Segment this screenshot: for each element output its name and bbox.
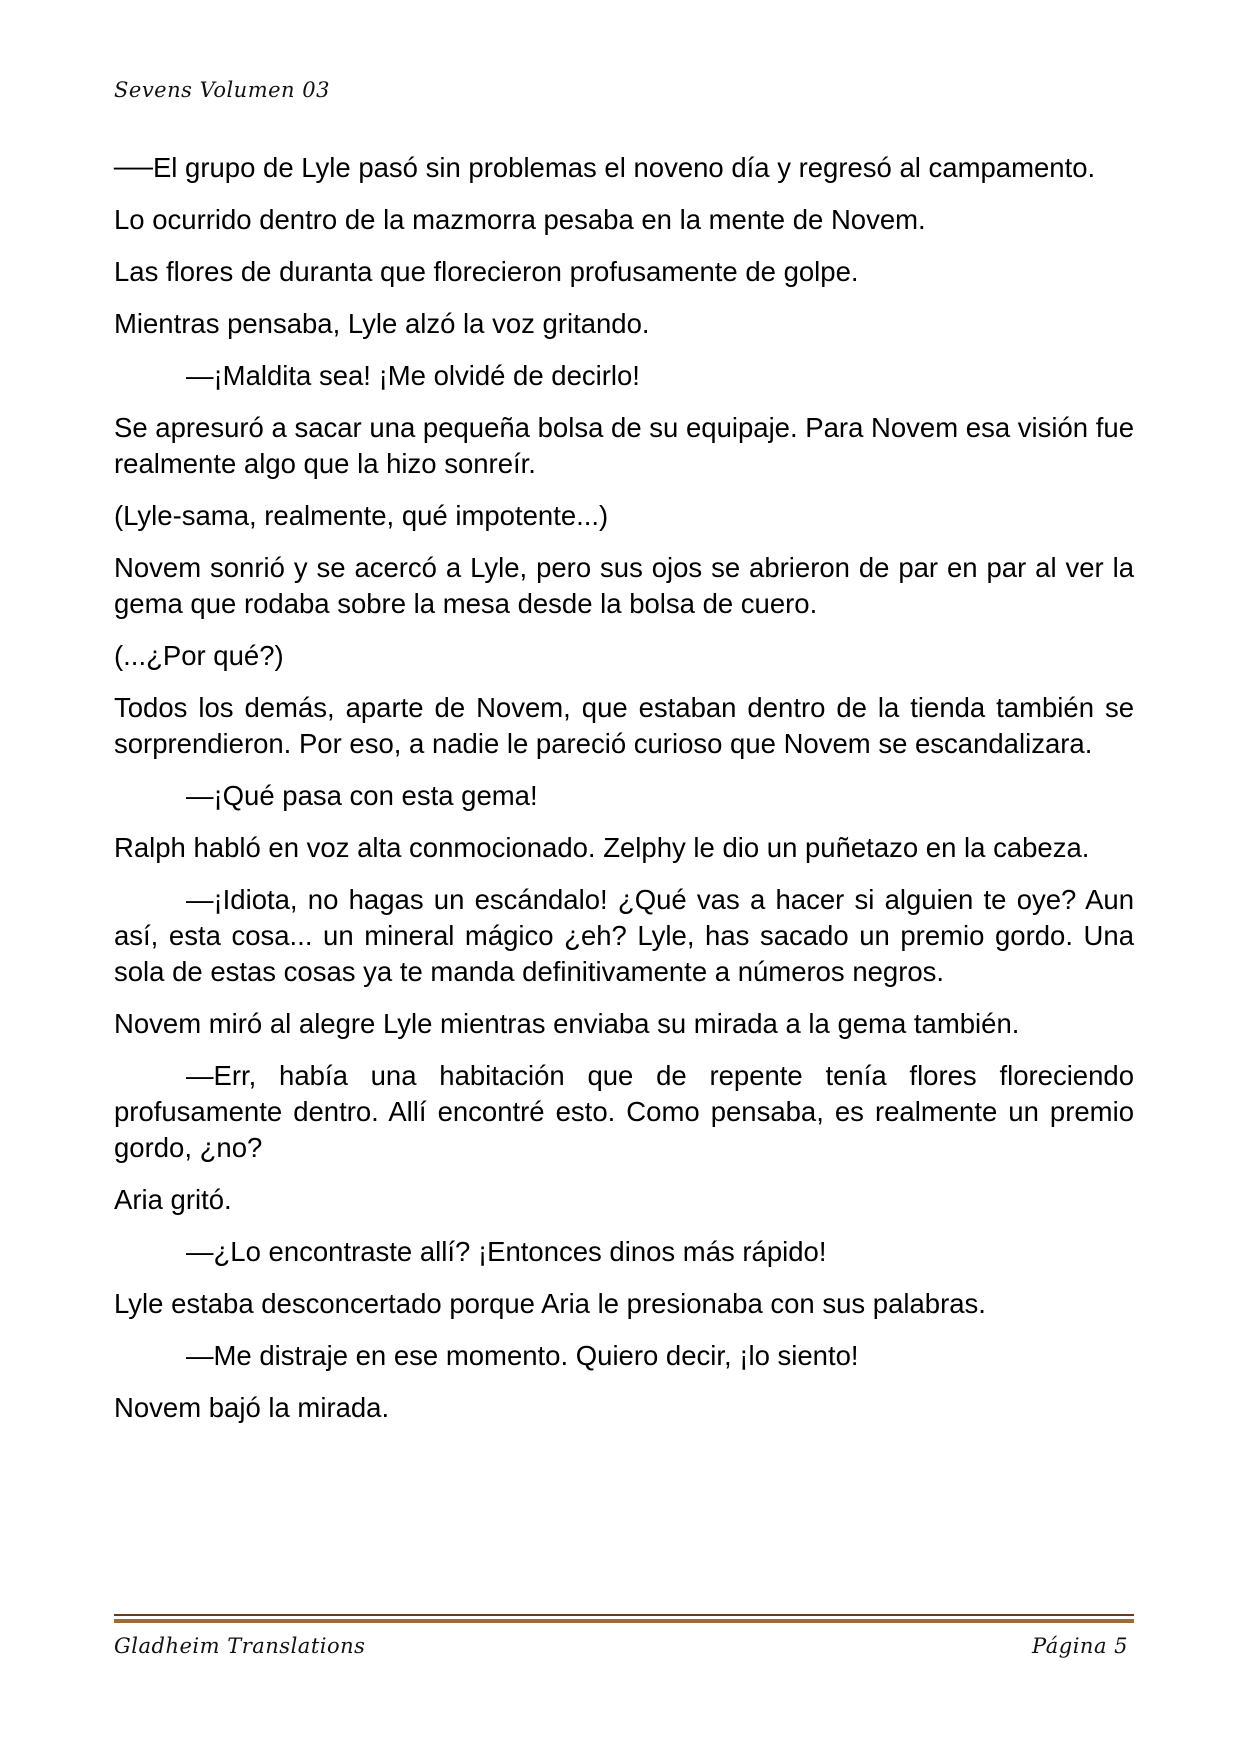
page-body xyxy=(114,150,1134,1442)
paragraph: Mientras pensaba, Lyle alzó la voz gritando. xyxy=(114,308,650,339)
paragraph: Lyle estaba desconcertado porque Aria le presionaba con sus palabras. xyxy=(114,1288,986,1319)
dialogue-paragraph: —¡Idiota, no hagas un escándalo! ¿Qué vas a hacer si alguien te oye? Aun así, esta cosa... un mineral mágico ¿eh? Lyle, has sacado un premio gordo. Una sola de estas cosas ya te manda definitivamente a números negros. xyxy=(114,884,1134,987)
footer-divider xyxy=(114,1614,1134,1616)
paragraph: Se apresuró a sacar una pequeña bolsa de su equipaje. Para Novem esa visión fue realmente algo que la hizo sonreír. xyxy=(114,412,1134,479)
dialogue-paragraph: —Err, había una habitación que de repente tenía flores floreciendo profusamente dentro. Allí encontré esto. Como pensaba, es realmente un premio gordo, ¿no? xyxy=(114,1060,1134,1163)
paragraph: (...¿Por qué?) xyxy=(114,640,284,671)
paragraph: Lo ocurrido dentro de la mazmorra pesaba en la mente de Novem. xyxy=(114,204,926,235)
dialogue-paragraph: —¡Qué pasa con esta gema! xyxy=(186,780,538,811)
paragraph: Novem miró al alegre Lyle mientras enviaba su mirada a la gema también. xyxy=(114,1008,1020,1039)
dialogue-paragraph: —¡Maldita sea! ¡Me olvidé de decirlo! xyxy=(186,360,640,391)
paragraph: Todos los demás, aparte de Novem, que estaban dentro de la tienda también se sorprendieron. Por eso, a nadie le pareció curioso que Novem se escandalizara. xyxy=(114,692,1134,759)
page-number: Página 5 xyxy=(1032,1634,1128,1658)
dialogue-paragraph: —¿Lo encontraste allí? ¡Entonces dinos más rápido! xyxy=(186,1236,827,1267)
footer-divider-thick xyxy=(114,1619,1134,1623)
paragraph: Novem sonrió y se acercó a Lyle, pero sus ojos se abrieron de par en par al ver la gema que rodaba sobre la mesa desde la bolsa de cuero. xyxy=(114,552,1134,619)
paragraph: ──El grupo de Lyle pasó sin problemas el noveno día y regresó al campamento. xyxy=(114,152,1096,183)
paragraph: (Lyle-sama, realmente, qué impotente...) xyxy=(114,500,609,531)
paragraph: Aria gritó. xyxy=(114,1184,232,1215)
page-header-title: Sevens Volumen 03 xyxy=(114,78,330,102)
paragraph: Novem bajó la mirada. xyxy=(114,1392,390,1423)
paragraph: Las flores de duranta que florecieron profusamente de golpe. xyxy=(114,256,859,287)
dialogue-paragraph: —Me distraje en ese momento. Quiero decir, ¡lo siento! xyxy=(186,1340,859,1371)
footer-publisher: Gladheim Translations xyxy=(114,1634,366,1658)
paragraph: Ralph habló en voz alta conmocionado. Zelphy le dio un puñetazo en la cabeza. xyxy=(114,832,1090,863)
